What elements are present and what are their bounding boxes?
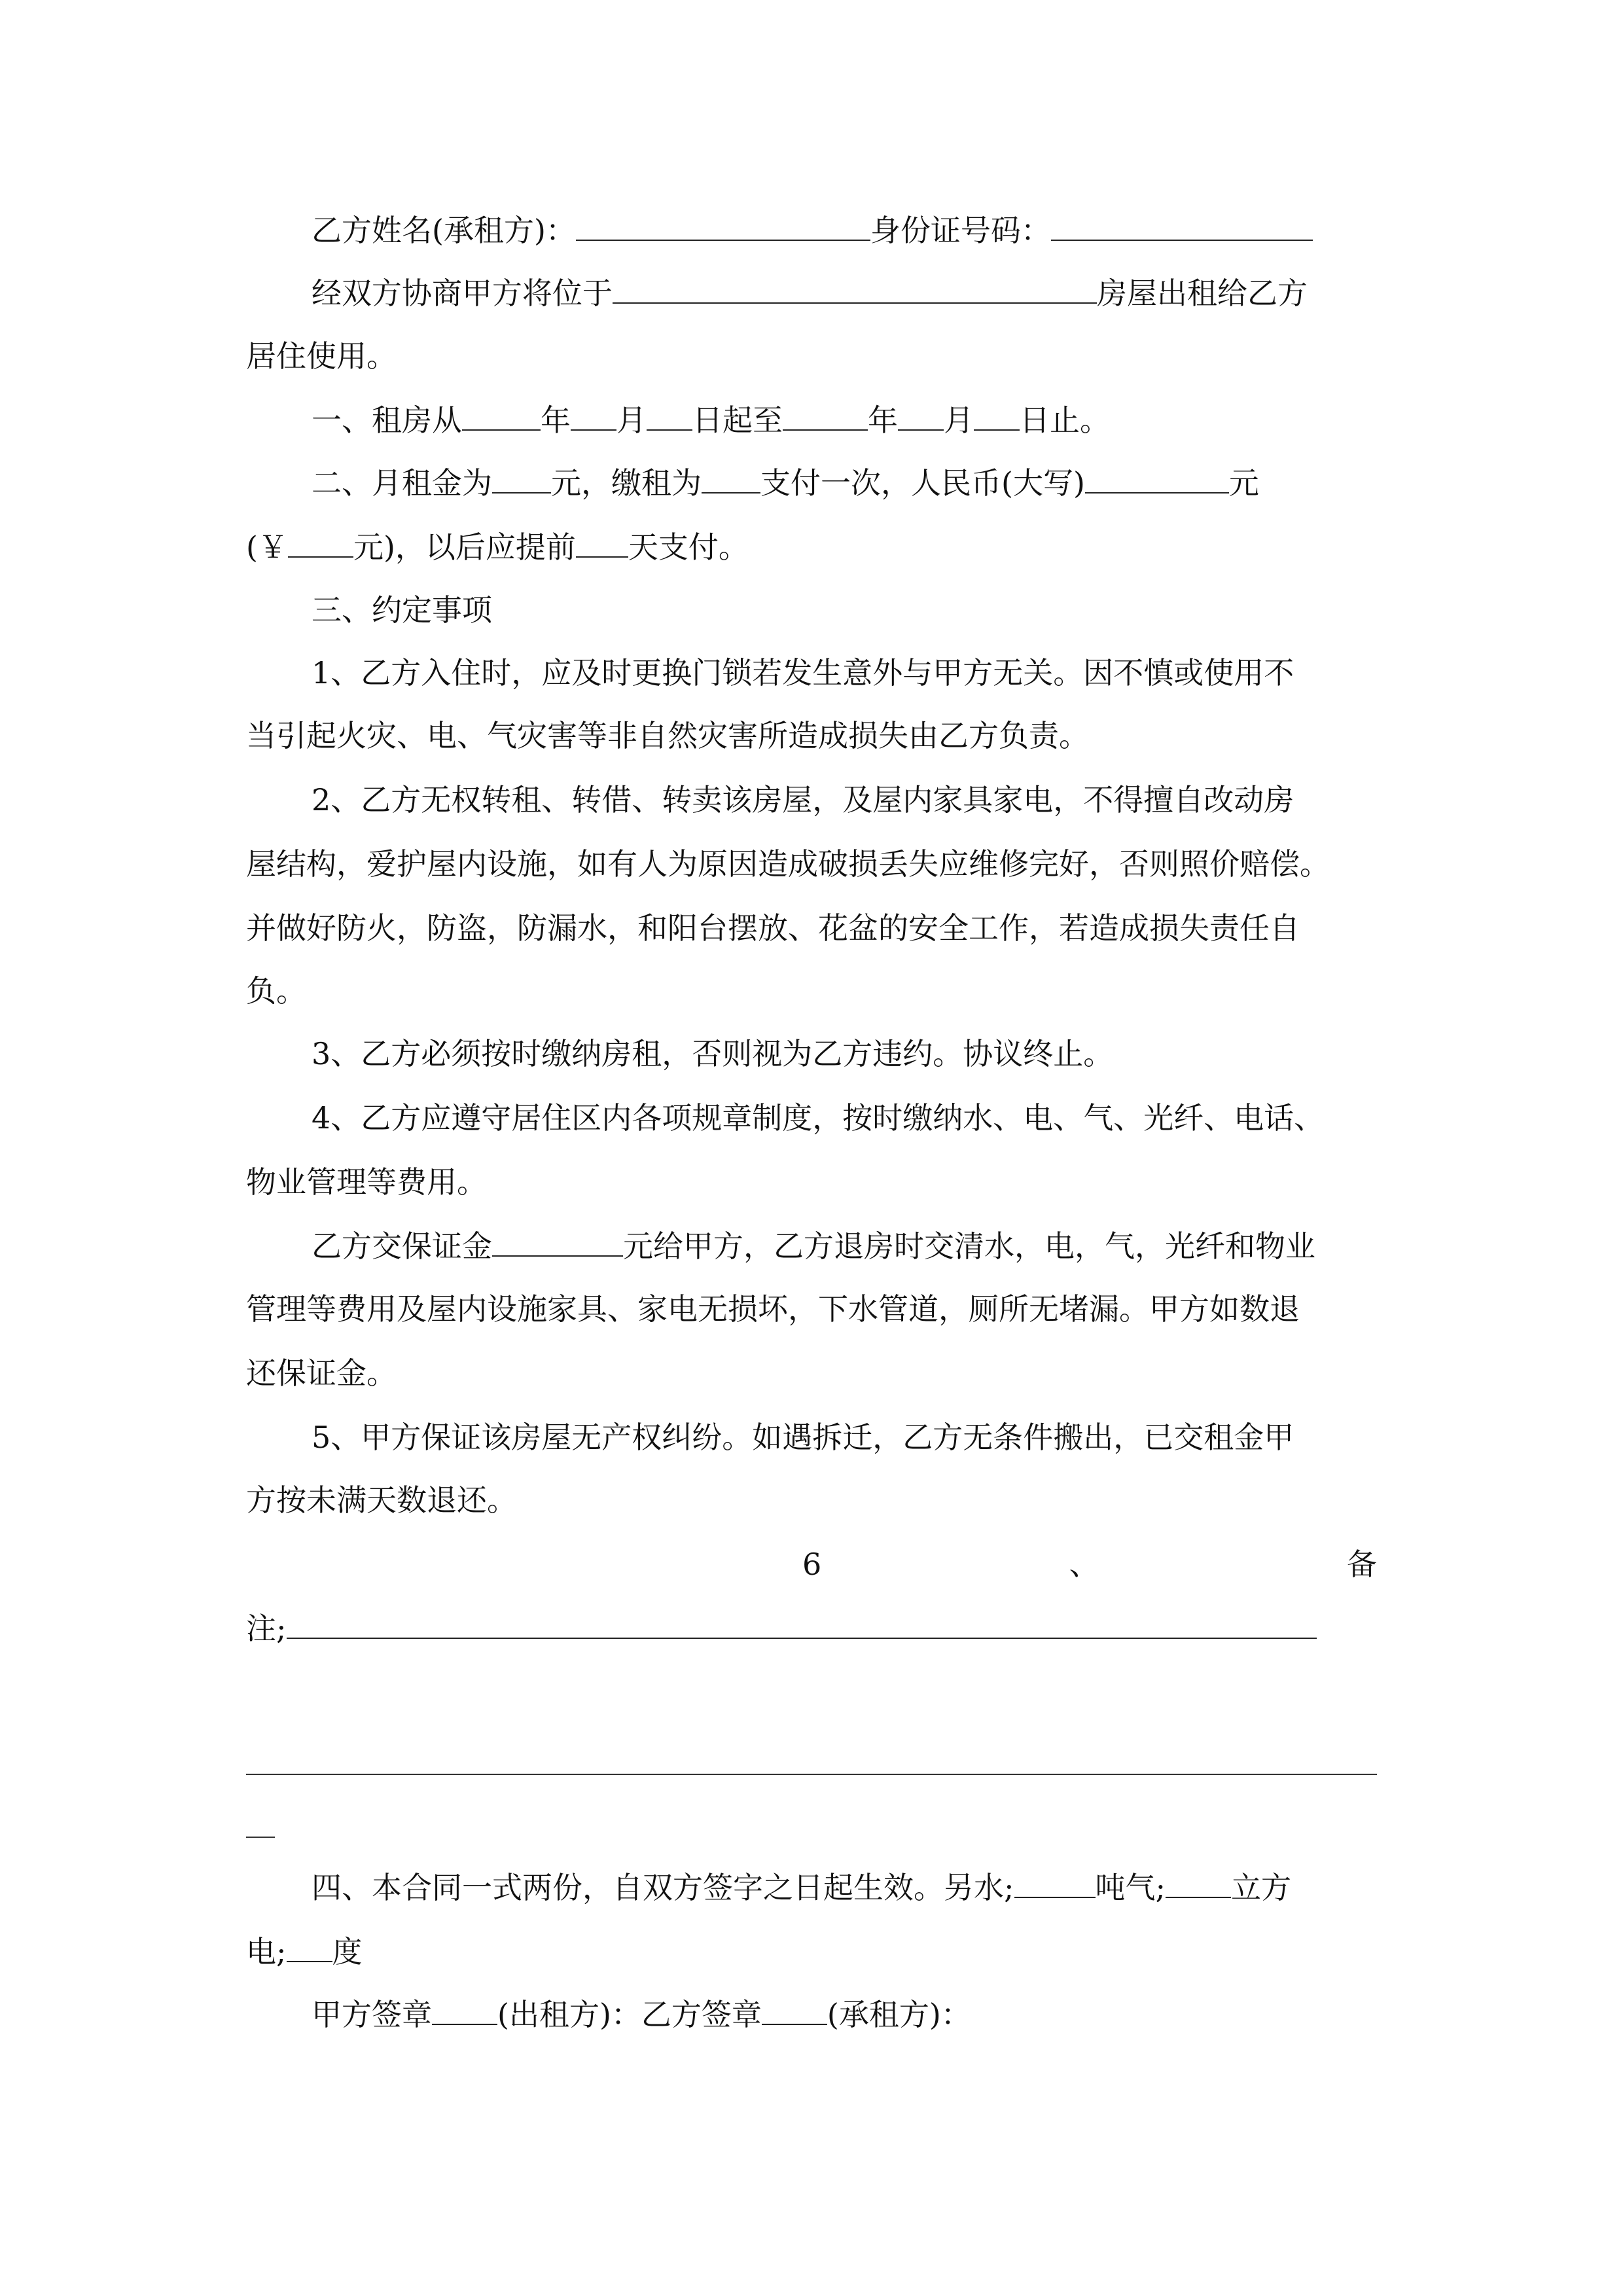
final-cubic: 立方 bbox=[1231, 1870, 1291, 1905]
rent-yuan1: 元，缴租为 bbox=[551, 465, 702, 501]
deposit-amount-blank bbox=[492, 1227, 623, 1257]
item6-line1 bbox=[246, 1545, 1377, 1584]
deposit-line1 bbox=[246, 1227, 1377, 1266]
rent-line2-a: (￥ bbox=[246, 529, 288, 565]
item6-number: 6 bbox=[802, 1547, 822, 1582]
end-day-blank bbox=[974, 401, 1020, 431]
item2-line4 bbox=[246, 971, 1377, 1011]
deposit-text-a1: 乙方交保证金 bbox=[312, 1229, 492, 1264]
term-year1: 年 bbox=[541, 403, 571, 438]
item2-text-c: 并做好防火，防盗，防漏水，和阳台摆放、花盆的安全工作，若造成损失责任自 bbox=[246, 910, 1300, 946]
final-line1 bbox=[246, 1868, 1377, 1907]
item1-text-a: 1、乙方入住时，应及时更换门锁若发生意外与甲方无关。因不慎或使用不 bbox=[312, 655, 1294, 691]
id-number-label: 身份证号码： bbox=[870, 213, 1051, 248]
item6-line2 bbox=[246, 1609, 1377, 1648]
term-month2: 月 bbox=[944, 403, 974, 438]
item4-line2 bbox=[246, 1162, 1377, 1202]
party-b-name-blank bbox=[576, 211, 870, 241]
item2-line1 bbox=[246, 780, 1377, 819]
agreement-text-c: 居住使用。 bbox=[246, 338, 397, 374]
id-number-blank bbox=[1051, 211, 1313, 241]
final-degree: 度 bbox=[332, 1934, 363, 1969]
lessor-label: (出租方)：乙方签章 bbox=[497, 1997, 762, 2032]
item5-line2 bbox=[246, 1480, 1377, 1520]
deposit-text-b: 管理等费用及屋内设施家具、家电无损坏，下水管道，厕所无堵漏。甲方如数退 bbox=[246, 1291, 1300, 1327]
rent-pay-once: 支付一次，人民币(大写) bbox=[760, 465, 1085, 501]
matters-heading bbox=[246, 590, 1377, 630]
start-month-blank bbox=[571, 401, 616, 431]
remarks-rule bbox=[246, 1774, 1377, 1775]
remarks-blank bbox=[287, 1609, 1317, 1639]
deposit-line3 bbox=[246, 1354, 1377, 1393]
signature-line bbox=[246, 1995, 1377, 2034]
final-text-a: 四、本合同一式两份，自双方签字之日起生效。另水; bbox=[312, 1870, 1014, 1905]
rent-prefix: 二、月租金为 bbox=[312, 465, 492, 501]
remarks-rule-short bbox=[246, 1837, 275, 1838]
matters-heading-text: 三、约定事项 bbox=[312, 592, 492, 628]
final-line2 bbox=[246, 1932, 1377, 1971]
final-ton: 吨气; bbox=[1095, 1870, 1166, 1905]
item4-line1 bbox=[246, 1098, 1377, 1138]
item1-text-b: 当引起火灾、电、气灾害等非自然灾害所造成损失由乙方负责。 bbox=[246, 718, 1089, 753]
final-elec: 电; bbox=[246, 1934, 287, 1969]
rmb-uppercase-blank bbox=[1085, 463, 1229, 493]
deposit-text-c: 还保证金。 bbox=[246, 1355, 397, 1391]
rent-yuan2: 元 bbox=[1228, 465, 1259, 501]
item4-text-b: 物业管理等费用。 bbox=[246, 1164, 487, 1200]
agreement-text-a: 经双方协商甲方将位于 bbox=[312, 276, 613, 311]
address-blank bbox=[613, 274, 1097, 304]
item6-remark-char: 备 bbox=[1347, 1547, 1377, 1582]
item4-text-a: 4、乙方应遵守居住区内各项规章制度，按时缴纳水、电、气、光纤、电话、 bbox=[312, 1100, 1325, 1136]
deposit-text-a2: 元给甲方，乙方退房时交清水，电，气，光纤和物业 bbox=[623, 1229, 1315, 1264]
item2-text-b: 屋结构，爱护屋内设施，如有人为原因造成破损丢失应维修完好，否则照价赔偿。 bbox=[246, 846, 1330, 882]
item6-remark-cont: 注; bbox=[246, 1611, 287, 1646]
item3-line bbox=[246, 1034, 1377, 1073]
item5-line1 bbox=[246, 1418, 1377, 1457]
rent-line-2 bbox=[246, 528, 1377, 567]
party-b-row bbox=[246, 211, 1377, 250]
term-day-from: 日起至 bbox=[692, 403, 783, 438]
item5-text-b: 方按未满天数退还。 bbox=[246, 1482, 517, 1518]
advance-days-blank bbox=[576, 528, 628, 558]
term-year2: 年 bbox=[868, 403, 898, 438]
agreement-line-2 bbox=[246, 336, 1377, 376]
item2-line2 bbox=[246, 844, 1377, 884]
item1-line1 bbox=[246, 653, 1377, 692]
party-a-signature-label: 甲方签章 bbox=[312, 1997, 432, 2032]
term-prefix: 一、租房从 bbox=[312, 403, 462, 438]
monthly-rent-blank bbox=[492, 463, 551, 493]
agreement-line bbox=[246, 274, 1377, 313]
end-year-blank bbox=[783, 401, 868, 431]
lessee-label: (承租方)： bbox=[827, 1997, 971, 2032]
party-b-name-label: 乙方姓名(承租方)： bbox=[312, 213, 576, 248]
item5-text-a: 5、甲方保证该房屋无产权纠纷。如遇拆迁，乙方无条件搬出，已交租金甲 bbox=[312, 1420, 1294, 1455]
term-month1: 月 bbox=[616, 403, 647, 438]
item6-separator: 、 bbox=[1069, 1547, 1099, 1582]
rent-line bbox=[246, 463, 1377, 503]
start-day-blank bbox=[647, 401, 692, 431]
pay-period-blank bbox=[702, 463, 760, 493]
item2-text-d: 负。 bbox=[246, 973, 306, 1009]
end-month-blank bbox=[898, 401, 944, 431]
item2-line3 bbox=[246, 908, 1377, 948]
water-blank bbox=[1014, 1868, 1096, 1898]
agreement-text-b: 房屋出租给乙方 bbox=[1097, 276, 1308, 311]
gas-blank bbox=[1166, 1868, 1231, 1898]
item2-text-a: 2、乙方无权转租、转借、转卖该房屋，及屋内家具家电，不得擅自改动房 bbox=[312, 782, 1294, 817]
rent-line2-c: 天支付。 bbox=[628, 529, 749, 565]
term-line bbox=[246, 401, 1377, 440]
rmb-amount-blank bbox=[288, 528, 353, 558]
item3-text: 3、乙方必须按时缴纳房租，否则视为乙方违约。协议终止。 bbox=[312, 1036, 1114, 1071]
term-day-end: 日止。 bbox=[1020, 403, 1110, 438]
deposit-line2 bbox=[246, 1289, 1377, 1329]
rent-line2-b: 元)，以后应提前 bbox=[353, 529, 576, 565]
electricity-blank bbox=[287, 1932, 332, 1962]
party-b-signature-blank bbox=[762, 1995, 827, 2025]
party-a-signature-blank bbox=[432, 1995, 497, 2025]
item1-line2 bbox=[246, 716, 1377, 755]
start-year-blank bbox=[462, 401, 541, 431]
